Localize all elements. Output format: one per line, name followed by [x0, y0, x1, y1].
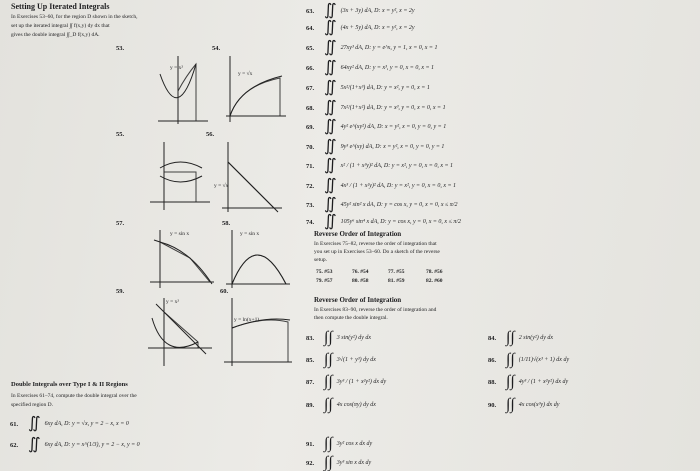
exercise-64 [306, 20, 415, 36]
figure-57 [150, 230, 216, 290]
exercise-expression: 27xy³ dA, D: y = e^x, y = 1, x = 0, x = 1 [340, 45, 438, 51]
exercise-68 [306, 100, 446, 116]
exercise-66 [306, 60, 434, 76]
type-intro-2: specified region D. [11, 402, 53, 408]
exercise-number: 61. [10, 420, 19, 428]
reverse-intro-2-line-1: In Exercises 83–90, reverse the order of integration and [314, 307, 437, 313]
exercise-expression: 7x²/(1+x²) dA, D: y = x³, y = 0, x = 0, x = 1 [340, 105, 446, 111]
reverse-row-1-c: 77. #55 [388, 269, 405, 275]
exercise-number: 69. [306, 123, 315, 131]
exercise-number: 83. [306, 334, 315, 342]
double-integral-icon: ∬ [324, 79, 337, 96]
exercise-expression: (4x + 5y) dA, D: x = y², x = 2y [340, 25, 415, 31]
exercise-number: 70. [306, 143, 315, 151]
type-intro-1: In Exercises 61–74, compute the double integral over the [11, 393, 137, 399]
exercise-63 [306, 3, 415, 19]
fig-number-58: 58. [222, 220, 231, 227]
exercise-expression: 4x³ / (1 + x²y)² dA, D: y = x², y = 0, x = 0, x = 1 [340, 183, 457, 189]
iterated-integral-icon: ∫∫ [324, 351, 333, 368]
exercise-expression: 64xy² dA, D: y = x³, y = 0, x = 0, x = 1 [340, 65, 435, 71]
double-integral-icon: ∬ [324, 2, 337, 19]
exercise-number: 84. [488, 334, 497, 342]
double-integral-icon: ∬ [324, 177, 337, 194]
reverse-intro-1-line-1: In Exercises 75–82, reverse the order of integration that [314, 241, 437, 247]
figure-58 [226, 230, 292, 290]
exercise-expression: 105y⁶ sin⁴ x dA, D: y = cos x, y = 0, x = 0, x ≤ π/2 [340, 219, 462, 225]
exercise-expression: 4x cos(x³y) dx dy [518, 402, 560, 408]
exercise-number: 91. [306, 440, 315, 448]
exercise-expression: x² / (1 + x³y)² dA, D: y = x², y = 0, x = 0, x = 1 [340, 163, 454, 169]
exercise-62 [10, 437, 140, 453]
exercise-expression: 4y² e^(xy²) dA, D: x = y², x = 0, y = 0, y = 1 [340, 124, 447, 130]
exercise-expression: 3y³ / (1 + x²y²) dx dy [336, 379, 387, 385]
exercise-number: 64. [306, 24, 315, 32]
figure-56 [222, 142, 284, 214]
exercise-expression: 4x cos(πy) dy dx [336, 402, 376, 408]
double-integral-icon: ∬ [324, 99, 337, 116]
exercise-69 [306, 119, 446, 135]
fig-number-60: 60. [220, 288, 229, 295]
reverse-row-2-c: 81. #59 [388, 278, 405, 284]
type-heading: Double Integrals over Type I & II Regions [11, 381, 128, 388]
reverse-row-1-b: 76. #54 [352, 269, 369, 275]
exercise-expression: 4y³ / (1 + x²y²) dx dy [518, 379, 569, 385]
reverse-row-2-d: 82. #60 [426, 278, 443, 284]
intro-line-3: gives the double integral ∫∫_D f(x,y) dA. [11, 32, 100, 38]
exercise-expression: 6xy dA, D: y = √x, y = 2 − x, x = 0 [44, 421, 129, 427]
iterated-integral-icon: ∫∫ [324, 435, 333, 452]
exercise-91 [306, 436, 372, 452]
figure-55 [150, 142, 212, 214]
exercise-number: 88. [488, 378, 497, 386]
fig-number-54: 54. [212, 45, 221, 52]
iterated-integral-icon: ∫∫ [324, 454, 333, 471]
exercise-67 [306, 80, 430, 96]
figure-59 [148, 298, 214, 368]
exercise-number: 68. [306, 104, 315, 112]
exercise-number: 65. [306, 44, 315, 52]
exercise-number: 66. [306, 64, 315, 72]
exercise-expression: 3 sin(y²) dy dx [336, 335, 372, 341]
exercise-number: 73. [306, 201, 315, 209]
exercise-number: 92. [306, 459, 315, 467]
reverse-heading-2: Reverse Order of Integration [314, 296, 402, 304]
exercise-number: 86. [488, 356, 497, 364]
exercise-number: 72. [306, 182, 315, 190]
exercise-85 [306, 352, 376, 368]
exercise-expression: 5x²/(1+x³) dA, D: y = x², y = 0, x = 1 [340, 85, 430, 91]
double-integral-icon: ∬ [324, 118, 337, 135]
exercise-70 [306, 139, 444, 155]
exercise-86 [488, 352, 569, 368]
exercise-73 [306, 197, 457, 213]
fig-59-label: y = x² [166, 299, 180, 305]
exercise-89 [306, 397, 376, 413]
exercise-expression: 6xy dA, D: y = x^(1/3), y = 2 − x, y = 0 [44, 442, 140, 448]
exercise-71 [306, 158, 453, 174]
iterated-integral-icon: ∫∫ [506, 329, 515, 346]
iterated-integral-icon: ∫∫ [506, 396, 515, 413]
double-integral-icon: ∬ [324, 59, 337, 76]
exercise-number: 67. [306, 84, 315, 92]
double-integral-icon: ∬ [28, 436, 41, 453]
exercise-expression: 2 sin(y²) dy dx [518, 335, 554, 341]
exercise-number: 89. [306, 401, 315, 409]
double-integral-icon: ∬ [324, 39, 337, 56]
exercise-expression: 3√(1 + y³) dy dx [336, 357, 376, 363]
exercise-92 [306, 455, 371, 471]
iterated-integral-icon: ∫∫ [324, 373, 333, 390]
fig-56-label: y = √x [214, 183, 229, 189]
reverse-intro-1-line-3: setup. [314, 257, 327, 263]
exercise-84 [488, 330, 553, 346]
double-integral-icon: ∬ [324, 19, 337, 36]
intro-line-2: set up the iterated integral ∫∫ f(x,y) dy dx that [11, 23, 110, 29]
fig-60-label: y = ln(x+1) [234, 317, 260, 323]
exercise-expression: (3x + 3y) dA, D: x = y², x = 2y [340, 8, 415, 14]
iterated-integral-icon: ∫∫ [324, 396, 333, 413]
exercise-83 [306, 330, 371, 346]
fig-number-57: 57. [116, 220, 125, 227]
double-integral-icon: ∬ [324, 213, 337, 230]
fig-number-56: 56. [206, 131, 215, 138]
exercise-expression: 45y² sin² x dA, D: y = cos x, y = 0, x = 0, x ≤ π/2 [340, 202, 458, 208]
reverse-intro-1-line-2: you set up in Exercises 53–60. Do a sketch of the reverse [314, 249, 440, 255]
reverse-row-1-d: 78. #56 [426, 269, 443, 275]
exercise-expression: 3y³ sin x dx dy [336, 460, 372, 466]
reverse-row-1-a: 75. #53 [316, 269, 333, 275]
double-integral-icon: ∬ [324, 138, 337, 155]
exercise-87 [306, 374, 386, 390]
double-integral-icon: ∬ [28, 415, 41, 432]
intro-line-1: In Exercises 53–60, for the region D shown in the sketch, [11, 14, 138, 20]
reverse-heading-1: Reverse Order of Integration [314, 230, 402, 238]
exercise-number: 71. [306, 162, 315, 170]
fig-number-53: 53. [116, 45, 125, 52]
double-integral-icon: ∬ [324, 157, 337, 174]
section-title: Setting Up Iterated Integrals [11, 2, 110, 11]
reverse-intro-2-line-2: then compute the double integral. [314, 315, 388, 321]
exercise-72 [306, 178, 456, 194]
reverse-row-2-a: 79. #57 [316, 278, 333, 284]
fig-57-label: y = sin x [170, 231, 190, 237]
exercise-number: 87. [306, 378, 315, 386]
exercise-number: 74. [306, 218, 315, 226]
exercise-61 [10, 416, 129, 432]
iterated-integral-icon: ∫∫ [506, 351, 515, 368]
figure-60 [224, 298, 294, 368]
fig-54-label: y = √x [238, 71, 253, 77]
iterated-integral-icon: ∫∫ [324, 329, 333, 346]
fig-58-label: y = sin x [240, 231, 260, 237]
exercise-expression: (1/11)√(x³ + 1) dx dy [518, 357, 570, 363]
exercise-number: 90. [488, 401, 497, 409]
exercise-90 [488, 397, 559, 413]
fig-number-59: 59. [116, 288, 125, 295]
exercise-88 [488, 374, 568, 390]
reverse-row-2-b: 80. #58 [352, 278, 369, 284]
exercise-74 [306, 214, 461, 230]
exercise-65 [306, 40, 437, 56]
exercise-expression: 3y² cos x dx dy [336, 441, 373, 447]
fig-number-55: 55. [116, 131, 125, 138]
double-integral-icon: ∬ [324, 196, 337, 213]
iterated-integral-icon: ∫∫ [506, 373, 515, 390]
figure-54 [226, 56, 288, 126]
exercise-number: 62. [10, 441, 19, 449]
exercise-number: 63. [306, 7, 315, 15]
exercise-number: 85. [306, 356, 315, 364]
exercise-expression: 9y³ e^(xy) dA, D: x = y², x = 0, y = 0, y = 1 [340, 144, 445, 150]
fig-53-label: y = x² [170, 65, 184, 71]
